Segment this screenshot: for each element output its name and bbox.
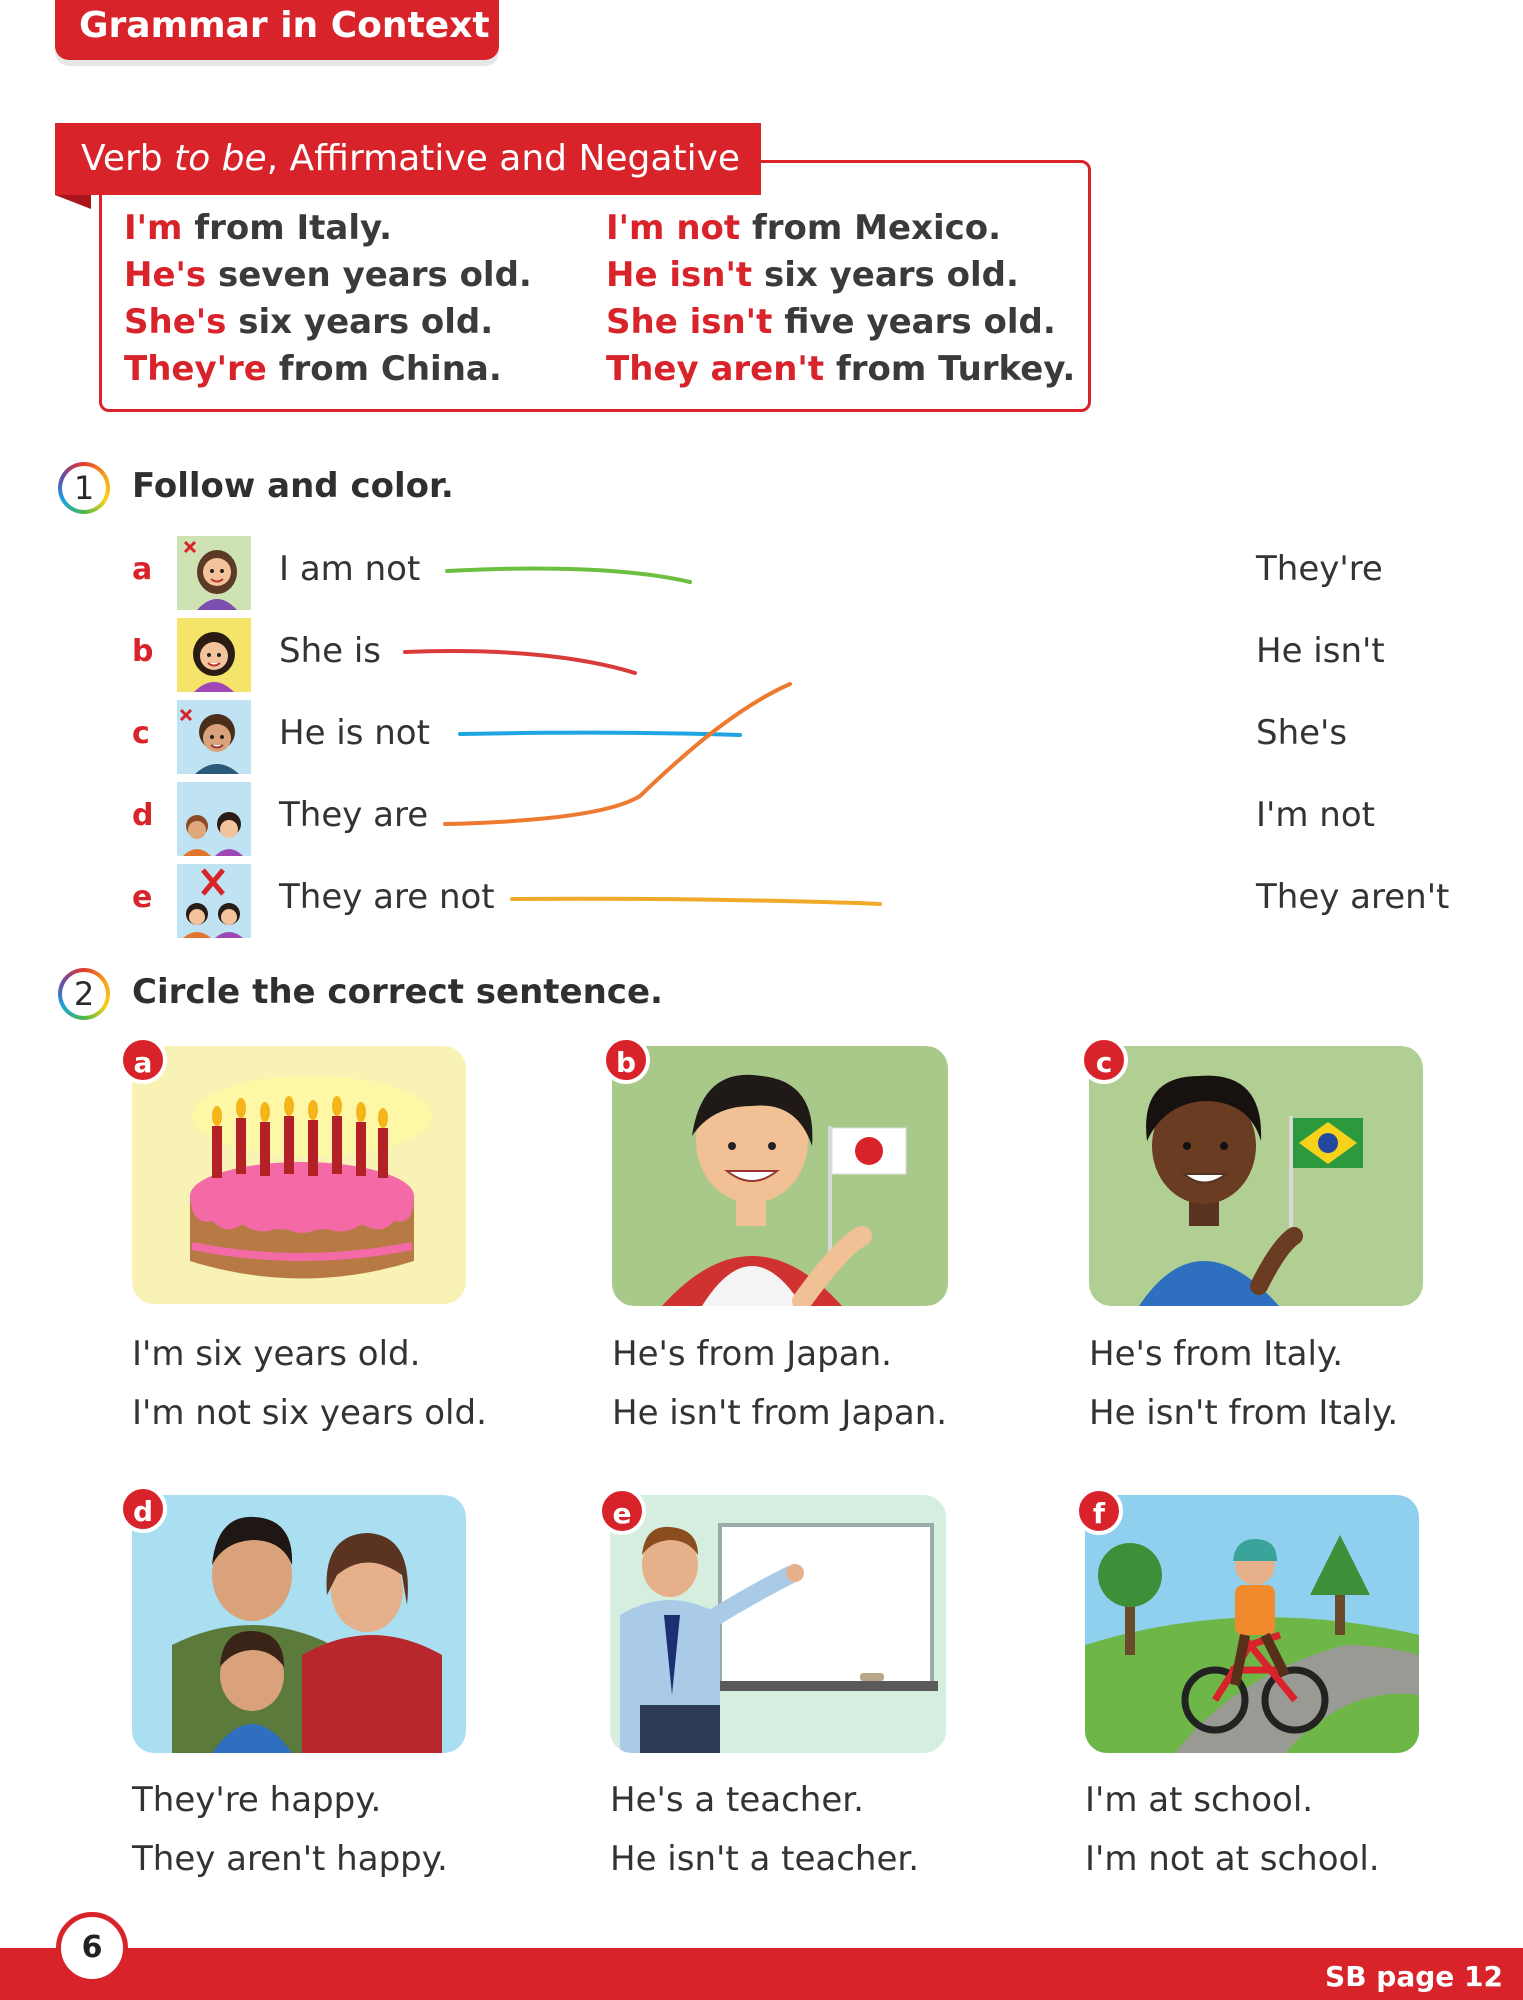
birthday-cake-icon [132, 1046, 466, 1304]
phrase-c: He is not [279, 713, 430, 753]
footer-bar [0, 1948, 1523, 2000]
teacher-at-whiteboard-icon [610, 1495, 946, 1753]
sentence-b-2[interactable]: He isn't from Japan. [612, 1393, 948, 1433]
boy-riding-bike-icon [1085, 1495, 1419, 1753]
affirmative-line-2: He's seven years old. [124, 255, 532, 295]
item-letter-b: b [132, 634, 154, 669]
match-line-d[interactable] [445, 684, 790, 824]
grammar-title-suffix: , Affirmative and Negative [266, 138, 741, 179]
negative-line-2: He isn't six years old. [606, 255, 1019, 295]
phrase-b: She is [279, 631, 382, 671]
girl-with-x-icon [177, 536, 251, 610]
sentence-c-2[interactable]: He isn't from Italy. [1089, 1393, 1399, 1433]
picture-letter-d: d [119, 1485, 167, 1533]
children-with-x-icon [177, 864, 251, 938]
answer-4[interactable]: I'm not [1256, 795, 1375, 835]
sentence-b-1[interactable]: He's from Japan. [612, 1334, 892, 1374]
exercise-1-number: 1 [58, 462, 110, 514]
grammar-title-prefix: Verb [81, 138, 175, 179]
affirmative-line-3: She's six years old. [124, 302, 494, 342]
sentence-c-1[interactable]: He's from Italy. [1089, 1334, 1344, 1374]
exercise-1-title: Follow and color. [132, 466, 454, 506]
item-letter-d: d [132, 798, 154, 833]
item-letter-a: a [132, 552, 153, 587]
phrase-a: I am not [279, 549, 421, 589]
sentence-f-2[interactable]: I'm not at school. [1085, 1839, 1380, 1879]
sentence-d-1[interactable]: They're happy. [132, 1780, 382, 1820]
sentence-e-1[interactable]: He's a teacher. [610, 1780, 864, 1820]
girl-icon [177, 618, 251, 692]
picture-letter-e: e [598, 1487, 646, 1535]
section-header: Grammar in Context [55, 0, 499, 60]
phrase-e: They are not [279, 877, 495, 917]
affirmative-line-4: They're from China. [124, 349, 502, 389]
answer-2[interactable]: He isn't [1256, 631, 1385, 671]
exercise-2-number: 2 [58, 968, 110, 1020]
picture-letter-b: b [602, 1036, 650, 1084]
picture-letter-a: a [119, 1036, 167, 1084]
match-line-b[interactable] [405, 651, 635, 673]
picture-letter-f: f [1075, 1487, 1123, 1535]
boy-with-x-icon [177, 700, 251, 774]
item-letter-c: c [132, 716, 150, 751]
negative-line-3: She isn't five years old. [606, 302, 1056, 342]
sentence-a-1[interactable]: I'm six years old. [132, 1334, 421, 1374]
negative-line-1: I'm not from Mexico. [606, 208, 1002, 248]
boy-with-japan-flag-icon [612, 1046, 948, 1306]
student-book-reference: SB page 12 [1325, 1960, 1503, 1993]
answer-5[interactable]: They aren't [1256, 877, 1450, 917]
family-icon [132, 1495, 466, 1753]
sentence-a-2[interactable]: I'm not six years old. [132, 1393, 487, 1433]
answer-1[interactable]: They're [1256, 549, 1383, 589]
page-number: 6 [56, 1912, 128, 1984]
match-line-c[interactable] [460, 733, 740, 735]
affirmative-line-1: I'm from Italy. [124, 208, 392, 248]
grammar-title-italic: to be [174, 138, 267, 179]
boy-with-brazil-flag-icon [1089, 1046, 1423, 1306]
phrase-d: They are [279, 795, 429, 835]
exercise-2-title: Circle the correct sentence. [132, 972, 663, 1012]
sentence-e-2[interactable]: He isn't a teacher. [610, 1839, 920, 1879]
item-letter-e: e [132, 880, 153, 915]
boy-and-girl-icon [177, 782, 251, 856]
match-line-a[interactable] [447, 569, 690, 582]
sentence-f-1[interactable]: I'm at school. [1085, 1780, 1314, 1820]
answer-3[interactable]: She's [1256, 713, 1348, 753]
picture-letter-c: c [1080, 1036, 1128, 1084]
sentence-d-2[interactable]: They aren't happy. [132, 1839, 448, 1879]
match-line-e[interactable] [512, 899, 880, 904]
negative-line-4: They aren't from Turkey. [606, 349, 1076, 389]
